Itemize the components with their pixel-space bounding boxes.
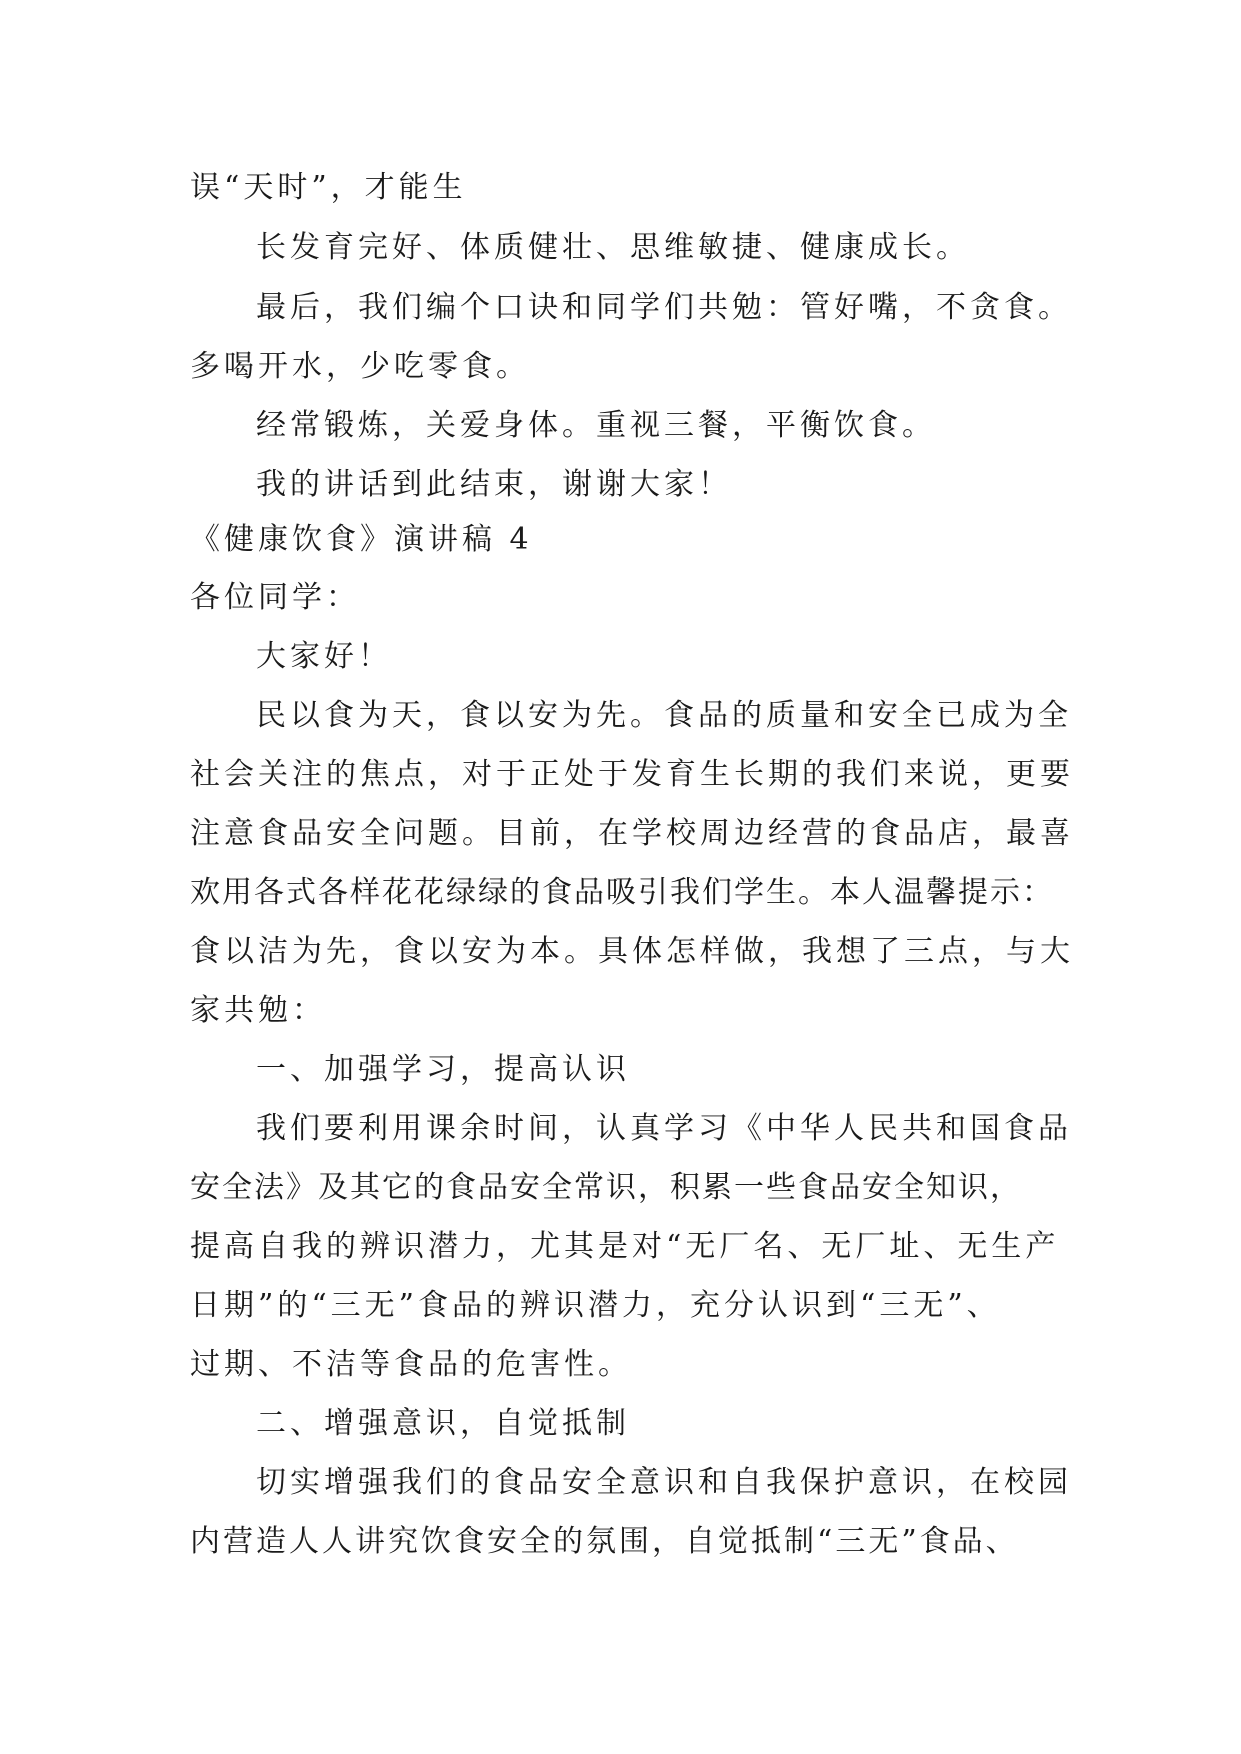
greeting: 大家好！ <box>256 639 392 674</box>
text-line: 内营造人人讲究饮食安全的氛围，自觉抵制“三无”食品、 <box>190 1524 1019 1559</box>
text-line: 经常锻炼，关爱身体。重视三餐，平衡饮食。 <box>256 408 936 443</box>
text-line: 日期”的“三无”食品的辨识潜力，充分认识到“三无”、 <box>190 1288 1001 1323</box>
text-line: 社会关注的焦点，对于正处于发育生长期的我们来说，更要 <box>190 757 1074 792</box>
text-line: 多喝开水，少吃零食。 <box>190 349 530 384</box>
text-line: 切实增强我们的食品安全意识和自我保护意识，在校园 <box>256 1465 1072 1500</box>
text-line: 我们要利用课余时间，认真学习《中华人民共和国食品 <box>256 1111 1072 1146</box>
subheading: 一、加强学习，提高认识 <box>256 1052 630 1087</box>
text-line: 提高自我的辨识潜力，尤其是对“无厂名、无厂址、无生产 <box>190 1229 1060 1264</box>
text-line: 长发育完好、体质健壮、思维敏捷、健康成长。 <box>256 230 970 265</box>
text-line: 过期、不洁等食品的危害性。 <box>190 1347 632 1382</box>
text-line: 家共勉： <box>190 993 326 1028</box>
subheading: 二、增强意识，自觉抵制 <box>256 1406 630 1441</box>
salutation: 各位同学： <box>190 580 360 615</box>
text-line: 安全法》及其它的食品安全常识，积累一些食品安全知识， <box>190 1170 1022 1205</box>
text-line: 民以食为天，食以安为先。食品的质量和安全已成为全 <box>256 698 1072 733</box>
text-line: 我的讲话到此结束，谢谢大家！ <box>256 467 732 502</box>
section-title: 《健康饮食》演讲稿 4 <box>190 522 533 557</box>
text-line: 欢用各式各样花花绿绿的食品吸引我们学生。本人温馨提示： <box>190 875 1054 910</box>
text-line: 最后，我们编个口诀和同学们共勉：管好嘴，不贪食。 <box>256 290 1072 325</box>
text-line: 食以洁为先，食以安为本。具体怎样做，我想了三点，与大 <box>190 934 1074 969</box>
text-line: 误“天时”，才能生 <box>190 170 467 205</box>
text-line: 注意食品安全问题。目前，在学校周边经营的食品店，最喜 <box>190 816 1074 851</box>
